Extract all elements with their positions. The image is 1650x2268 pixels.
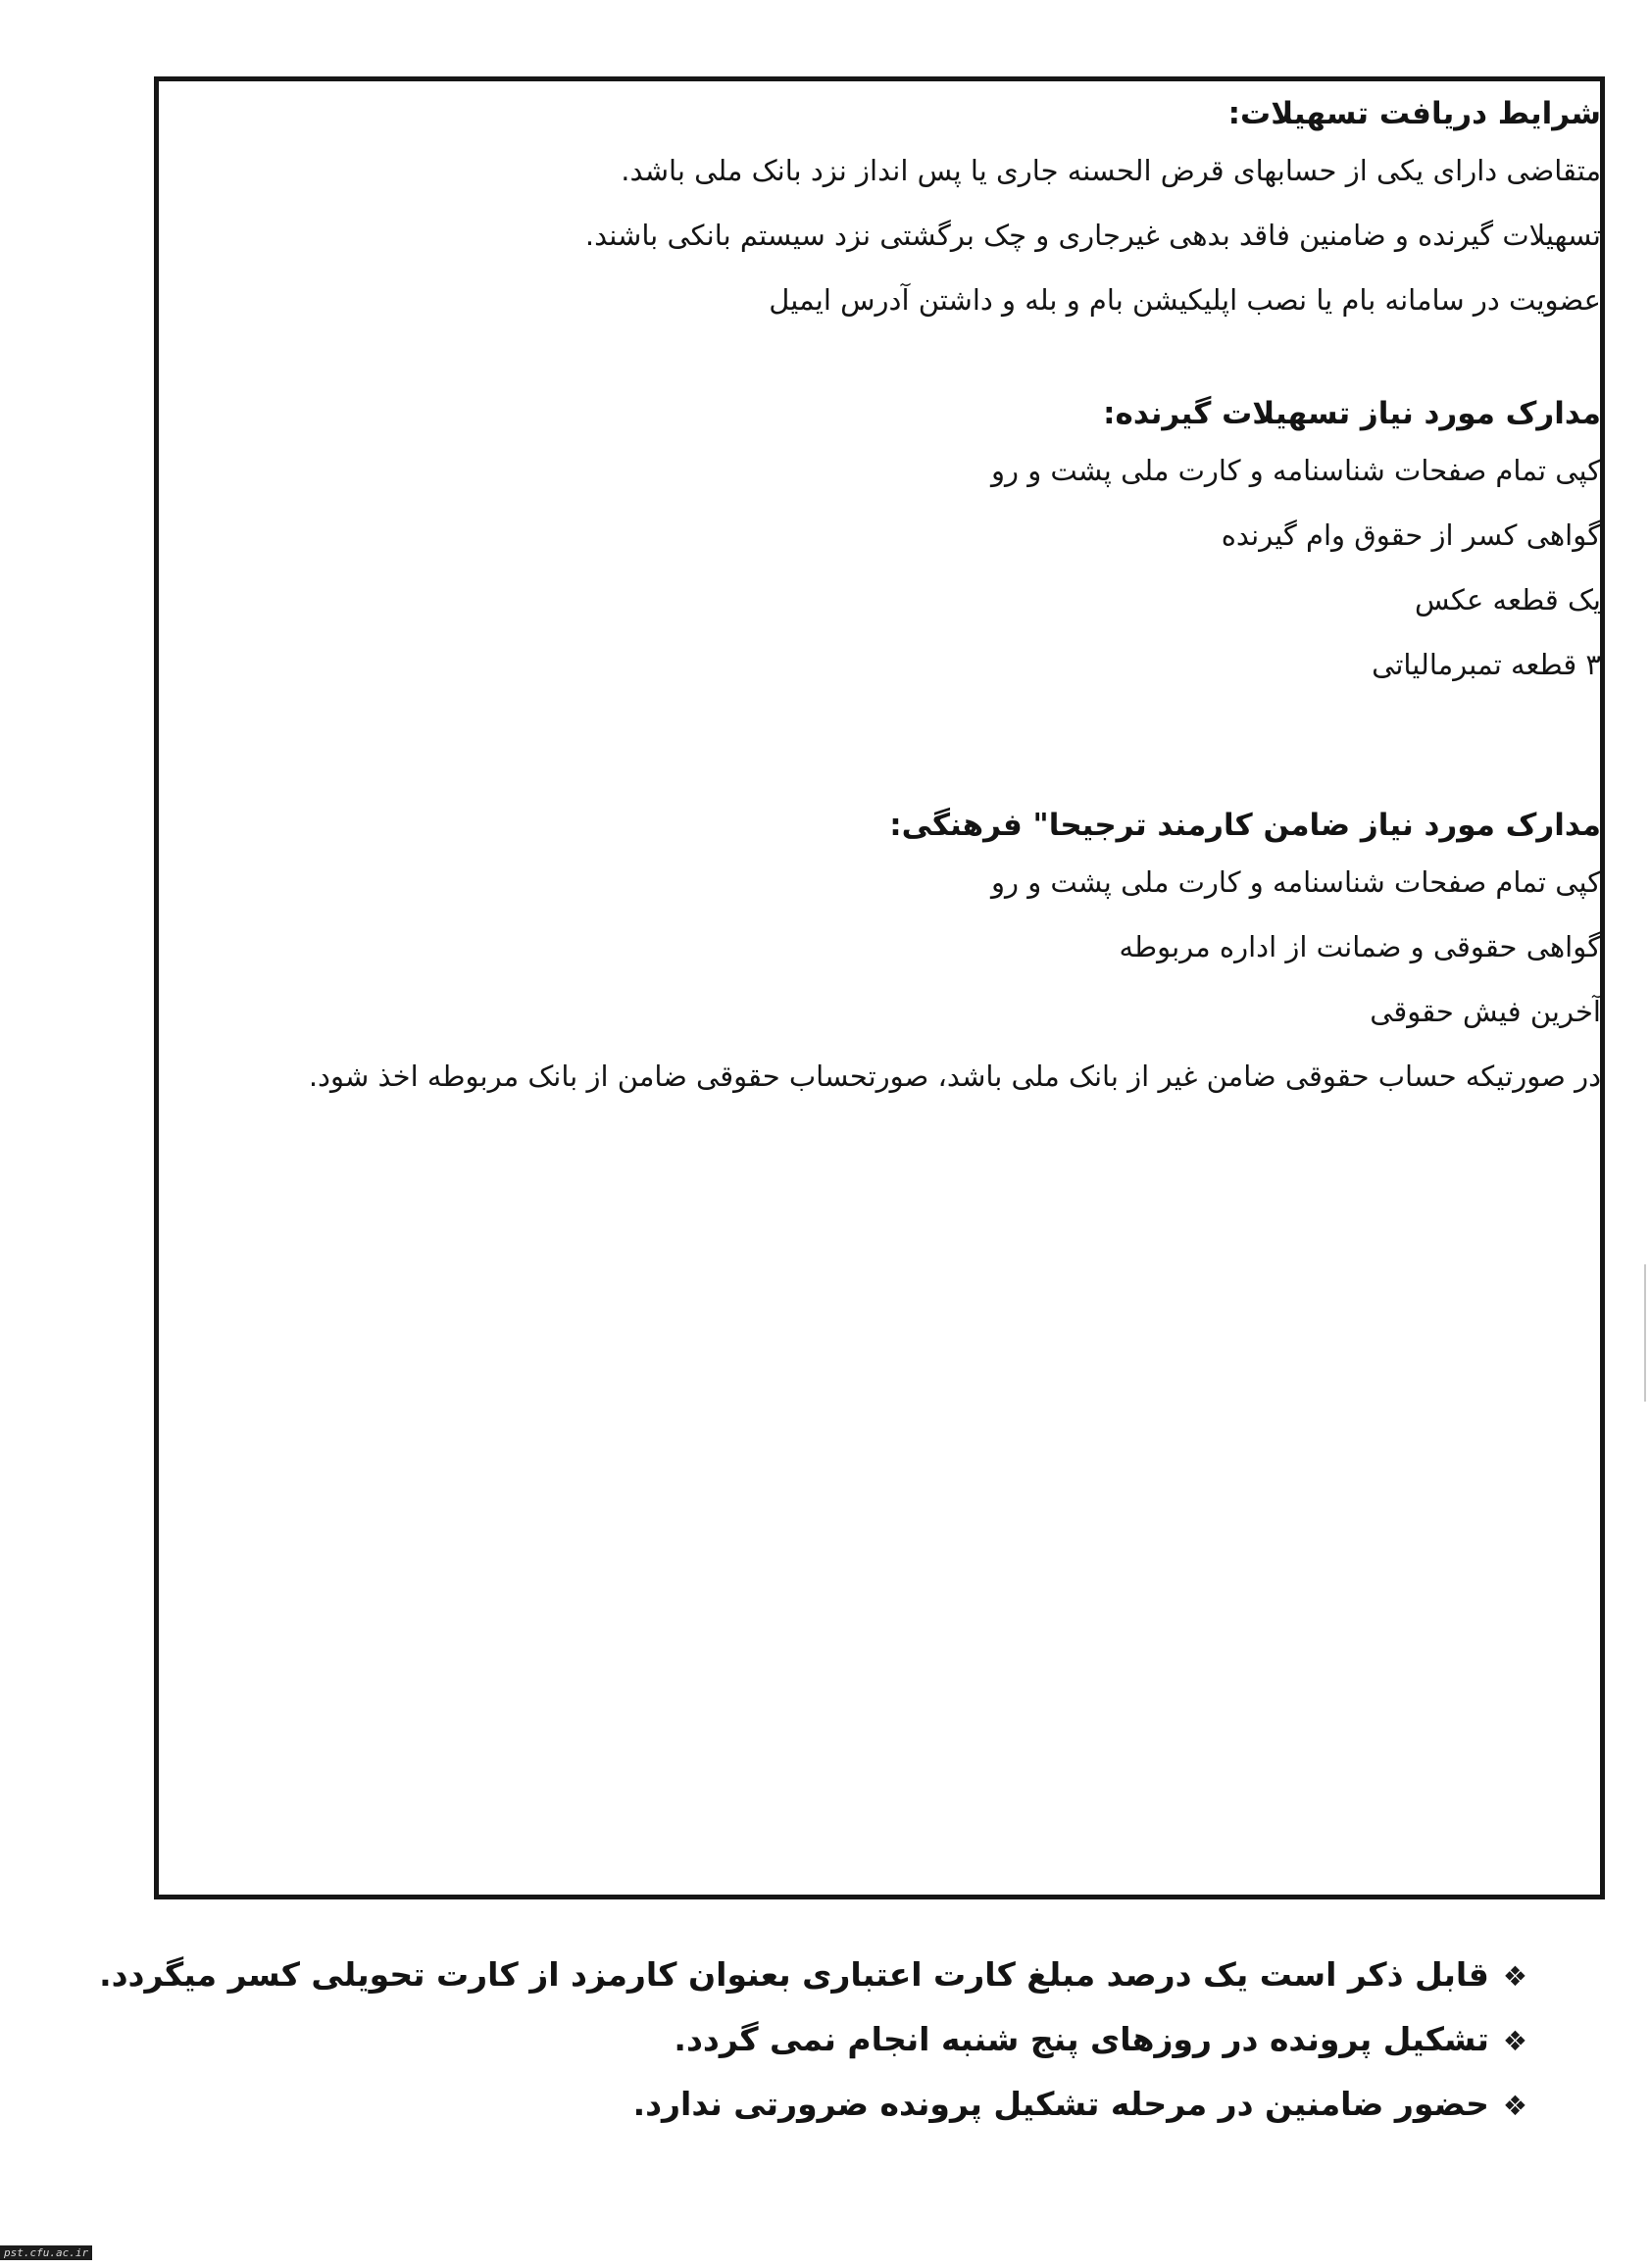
guarantor-doc-id-copy: کپی تمام صفحات شناسنامه و کارت ملی پشت و رو xyxy=(990,865,1601,899)
borrower-doc-id-copy: کپی تمام صفحات شناسنامه و کارت ملی پشت و رو xyxy=(990,454,1601,487)
note-item xyxy=(99,2078,1527,2131)
note-item xyxy=(99,1948,1527,2001)
borrower-doc-photo: یک قطعه عکس xyxy=(1415,583,1601,616)
guarantor-doc-last-payslip: آخرین فیش حقوقی xyxy=(1370,995,1601,1028)
section-heading-conditions: شرایط دریافت تسهیلات: xyxy=(1227,96,1601,131)
section-guarantor-documents xyxy=(228,802,1601,1100)
condition-bam-membership: عضویت در سامانه بام یا نصب اپلیکیشن بام و بله و داشتن آدرس ایمیل xyxy=(769,283,1601,317)
guarantor-doc-salary-certificate: گواهی حقوقی و ضمانت از اداره مربوطه xyxy=(1119,930,1601,963)
diamond-bullet-icon: ❖ xyxy=(1502,1959,1527,1993)
site-watermark: pst.cfu.ac.ir xyxy=(0,2245,92,2260)
diamond-bullet-icon: ❖ xyxy=(1502,2024,1527,2057)
note-item xyxy=(99,2013,1527,2066)
borrower-doc-tax-stamps: ۳ قطعه تمبرمالیاتی xyxy=(1372,648,1601,681)
notes-list xyxy=(99,1948,1527,2143)
borrower-doc-salary-deduction: گواهی کسر از حقوق وام گیرنده xyxy=(1221,518,1601,552)
guarantor-doc-other-bank: در صورتیکه حساب حقوقی ضامن غیر از بانک ملی باشد، صورتحساب حقوقی ضامن از بانک مربوطه اخذ شود. xyxy=(308,1060,1601,1093)
note-text: تشکیل پرونده در روزهای پنج شنبه انجام نمی گردد. xyxy=(674,2020,1489,2058)
condition-account: متقاضی دارای یکی از حسابهای قرض الحسنه جاری یا پس انداز نزد بانک ملی باشد. xyxy=(621,154,1601,187)
section-loan-conditions xyxy=(228,90,1601,323)
scan-mark xyxy=(1644,1264,1646,1402)
section-borrower-documents xyxy=(228,390,1601,688)
note-text: قابل ذکر است یک درصد مبلغ کارت اعتباری بعنوان کارمزد از کارت تحویلی کسر میگردد. xyxy=(99,1955,1489,1994)
diamond-bullet-icon: ❖ xyxy=(1502,2089,1527,2122)
section-heading-borrower: مدارک مورد نیاز تسهیلات گیرنده: xyxy=(1103,396,1601,431)
condition-no-debt: تسهیلات گیرنده و ضامنین فاقد بدهی غیرجاری و چک برگشتی نزد سیستم بانکی باشند. xyxy=(584,219,1601,252)
section-heading-guarantor: مدارک مورد نیاز ضامن کارمند ترجیحا" فرهنگی: xyxy=(889,808,1601,843)
document-body xyxy=(228,90,1601,1117)
note-text: حضور ضامنین در مرحله تشکیل پرونده ضرورتی ندارد. xyxy=(632,2085,1489,2123)
